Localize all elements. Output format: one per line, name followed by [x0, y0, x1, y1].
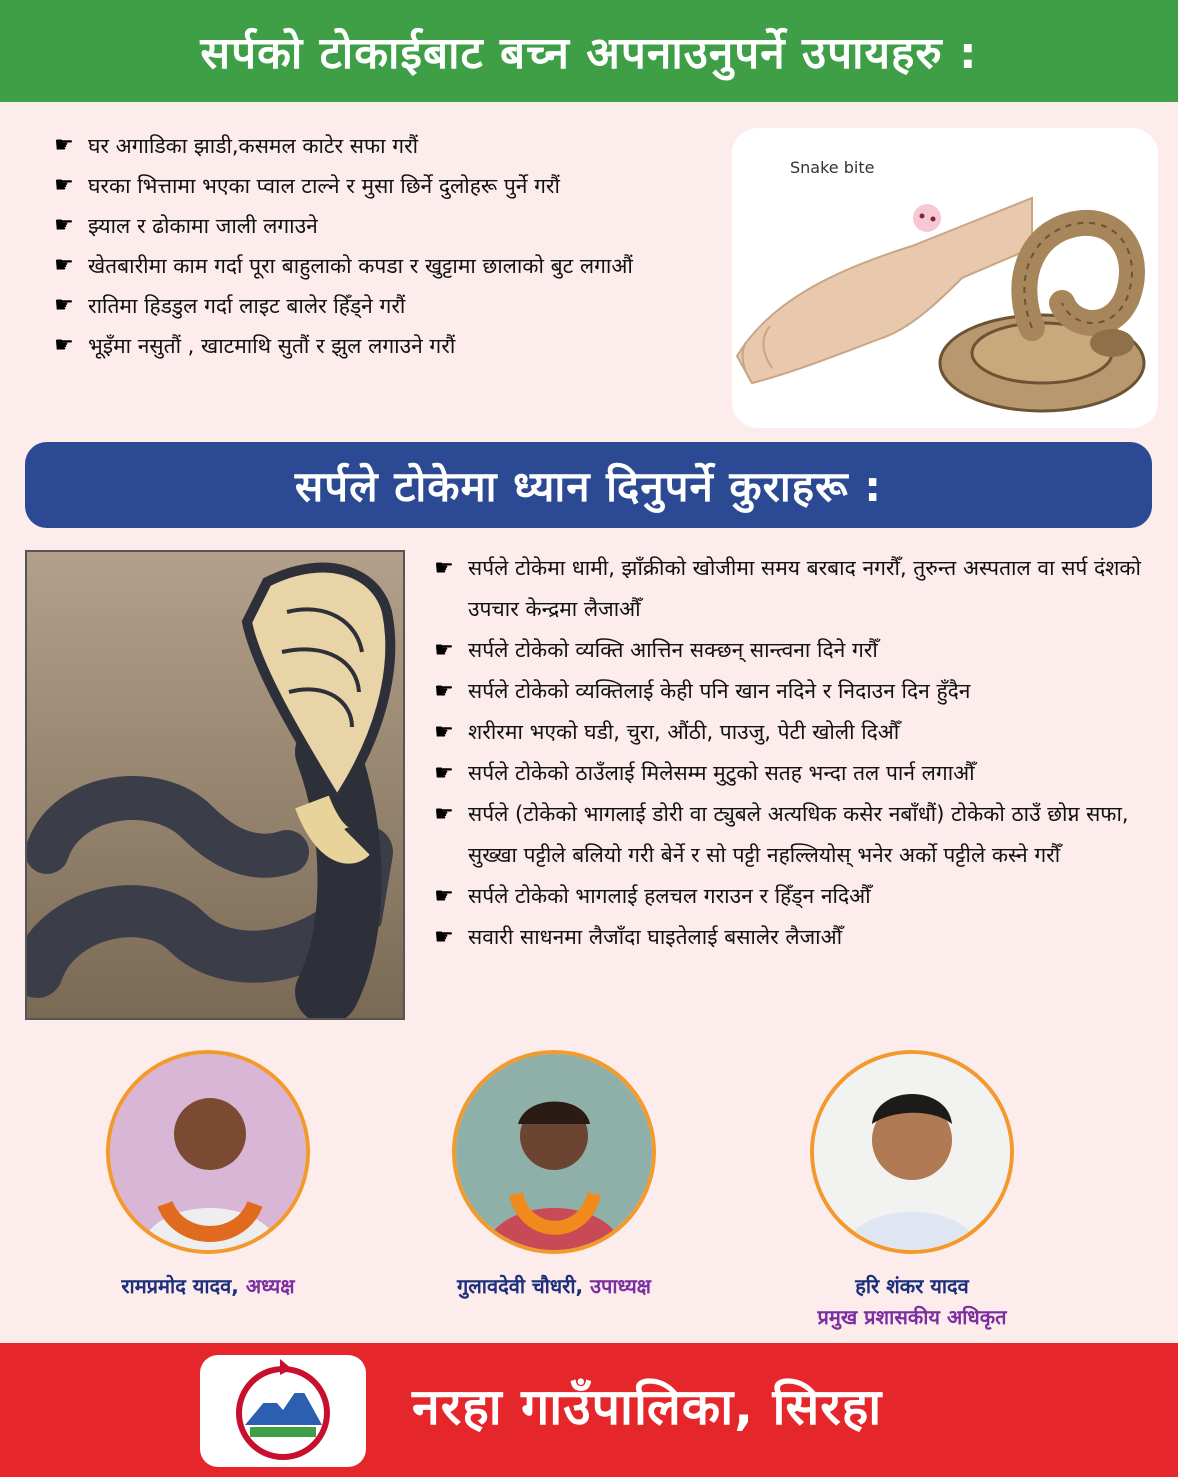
official-title: प्रमुख प्रशासकीय अधिकृत: [817, 1305, 1007, 1329]
list-item: [428, 876, 1148, 917]
point-text: सर्पले टोकेको ठाउँलाई मिलेसम्म मुटुको सतह भन्दा तल पार्न लगाऔँ: [468, 761, 975, 785]
list-item: [48, 286, 728, 326]
list-item: [428, 548, 1148, 630]
attention-banner: [25, 442, 1152, 528]
tip-text: भूइँमा नसुतौं , खाटमाथि सुतौं र झुल लगाउने गरौं: [88, 334, 456, 358]
list-item: [48, 166, 728, 206]
list-item: [428, 671, 1148, 712]
pointing-hand-icon: ☛: [434, 637, 454, 663]
avatar: [106, 1050, 310, 1254]
official-vice-chairperson: [414, 1050, 694, 1299]
list-item: [428, 630, 1148, 671]
pointing-hand-icon: ☛: [54, 293, 74, 318]
avatar: [810, 1050, 1014, 1254]
top-banner: [0, 0, 1178, 102]
tip-text: रातिमा हिडडुल गर्दा लाइट बालेर हिँड्ने गरौं: [88, 294, 406, 318]
pointing-hand-icon: ☛: [434, 924, 454, 950]
point-text: सर्पले टोकेको व्यक्तिलाई केही पनि खान नदिने र निदाउन दिन हुँदैन: [468, 679, 971, 703]
tip-text: झ्याल र ढोकामा जाली लगाउने: [88, 214, 318, 238]
point-text: सर्पले टोकेको भागलाई हलचल गराउन र हिँड्न नदिऔँ: [468, 884, 871, 908]
list-item: [48, 326, 728, 366]
attention-banner-title: सर्पले टोकेमा ध्यान दिनुपर्ने कुराहरू :: [294, 461, 883, 511]
official-chairperson: [68, 1050, 348, 1299]
pointing-hand-icon: ☛: [434, 555, 454, 581]
pointing-hand-icon: ☛: [434, 719, 454, 745]
list-item: [428, 753, 1148, 794]
top-banner-title: सर्पको टोकाईबाट बच्न अपनाउनुपर्ने उपायहरु :: [200, 28, 978, 79]
attention-points-list: [428, 548, 1148, 958]
point-text: सर्पले टोकेमा धामी, झाँक्रीको खोजीमा समय बरबाद नगरौँ, तुरुन्त अस्पताल वा सर्प दंशको उपचार केन्द्रमा लैजाऔँ: [468, 556, 1141, 621]
pointing-hand-icon: ☛: [434, 883, 454, 909]
list-item: [48, 126, 728, 166]
tip-text: घरका भित्तामा भएका प्वाल टाल्ने र मुसा छिर्ने दुलोहरू पुर्ने गरौं: [88, 174, 560, 198]
official-cao: [772, 1050, 1052, 1330]
cobra-photo: [25, 550, 405, 1020]
point-text: सवारी साधनमा लैजाँदा घाइतेलाई बसालेर लैजाऔँ: [468, 925, 843, 949]
list-item: [428, 917, 1148, 958]
nepal-emblem-logo: [200, 1355, 366, 1467]
official-name: गुलावदेवी चौधरी,: [456, 1274, 584, 1298]
list-item: [428, 794, 1148, 876]
point-text: सर्पले टोकेको व्यक्ति आत्तिन सक्छन् सान्त्वना दिने गरौँ: [468, 638, 878, 662]
list-item: [48, 206, 728, 246]
official-title: अध्यक्ष: [245, 1274, 295, 1298]
pointing-hand-icon: ☛: [434, 801, 454, 827]
pointing-hand-icon: ☛: [54, 173, 74, 198]
pointing-hand-icon: ☛: [434, 760, 454, 786]
avatar: [452, 1050, 656, 1254]
official-caption: [68, 1272, 348, 1299]
list-item: [428, 712, 1148, 753]
point-text: सर्पले (टोकेको भागलाई डोरी वा ट्युबले अत्यधिक कसेर नबाँधौं) टोकेको ठाउँ छोप्न सफा, सुख्खा पट्टीले बलियो गरी बेर्ने र सो पट्टी नहल्लियोस् भनेर अर्को पट्टीले कस्ने गरौँ: [468, 802, 1129, 867]
point-text: शरीरमा भएको घडी, चुरा, औंठी, पाउजु, पेटी खोली दिऔँ: [468, 720, 900, 744]
footer-banner: [0, 1343, 1178, 1477]
tip-text: घर अगाडिका झाडी,कसमल काटेर सफा गरौं: [88, 134, 419, 158]
pointing-hand-icon: ☛: [434, 678, 454, 704]
prevention-section: [0, 102, 1178, 437]
pointing-hand-icon: ☛: [54, 133, 74, 158]
pointing-hand-icon: ☛: [54, 213, 74, 238]
cobra-drawing: [27, 552, 403, 1018]
prevention-tips-list: [48, 126, 728, 366]
official-title: उपाध्यक्ष: [590, 1274, 652, 1298]
official-caption: [772, 1272, 1052, 1330]
official-caption: [414, 1272, 694, 1299]
pointing-hand-icon: ☛: [54, 253, 74, 278]
pointing-hand-icon: ☛: [54, 333, 74, 358]
snake-bite-illustration: [732, 128, 1158, 428]
official-name: रामप्रमोद यादव,: [121, 1274, 239, 1298]
list-item: [48, 246, 728, 286]
snake-bite-label: Snake bite: [790, 158, 875, 177]
footer-org-name: नरहा गाउँपालिका, सिरहा: [412, 1378, 883, 1436]
tip-text: खेतबारीमा काम गर्दा पूरा बाहुलाको कपडा र खुट्टामा छालाको बुट लगाऔं: [88, 254, 633, 278]
official-name: हरि शंकर यादव: [855, 1274, 969, 1298]
